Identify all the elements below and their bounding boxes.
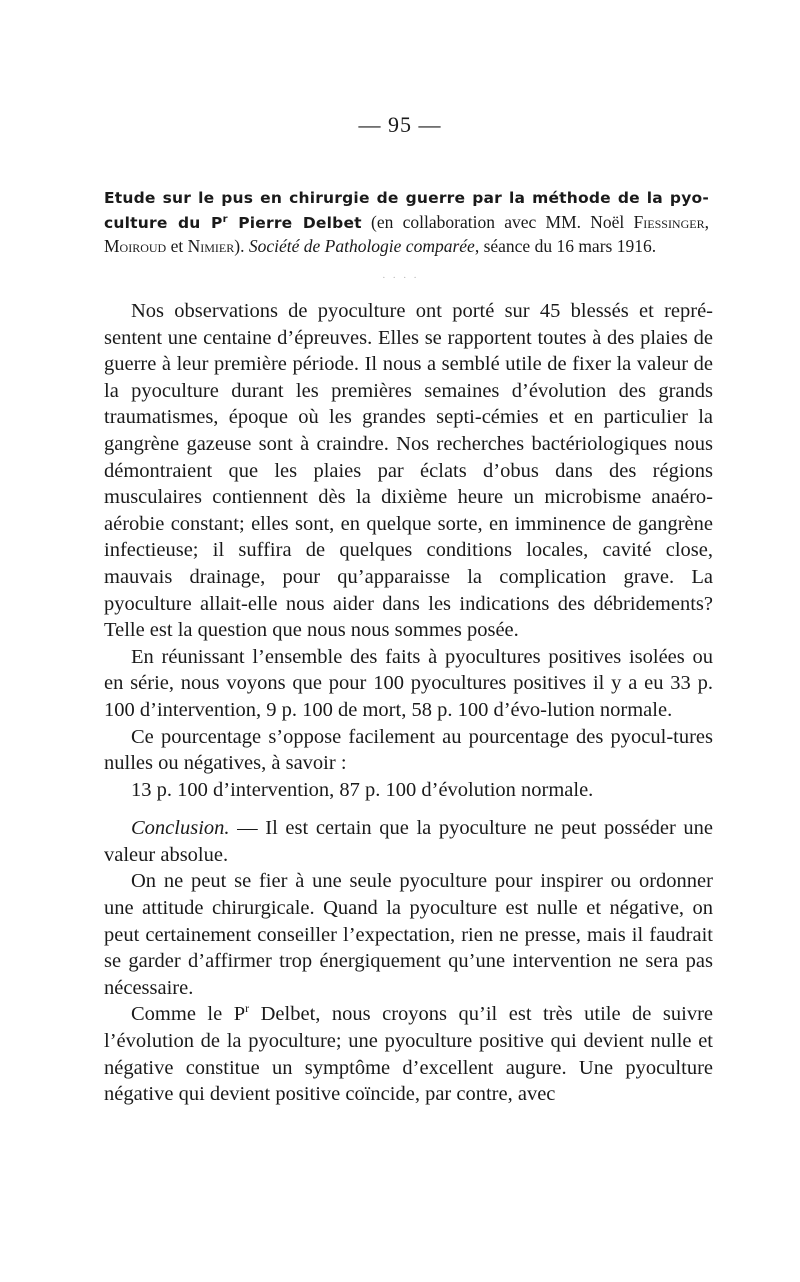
paragraph-attitude: On ne peut se fier à une seule pyoculture pour inspirer ou ordonner une attitude chirurgicale. Quand la pyoculture est nulle et négative, on peut certainement conseiller l’expectation, rien ne presse, mais il faudrait se garder d’affirmer trop énergiquement qu’une intervention ne sera pas nécessaire. [104,870,713,999]
paragraph-conclusion: Conclusion. — Il est certain que la pyoculture ne peut posséder une valeur absolue. [104,817,713,866]
paragraph-results: En réunissant l’ensemble des faits à pyocultures positives isolées ou en série, nous voyons que pour 100 pyocultures positives il y a eu 33 p. 100 d’intervention, 9 p. 100 de mort, 58 p. 100 d’évo-lution normale. [104,645,713,721]
paragraph-comparison: Ce pourcentage s’oppose facilement au pourcentage des pyocul-tures nulles ou négatives, à savoir : [104,725,713,775]
print-speckle: · · · · [382,272,419,284]
paragraph-percentages: 13 p. 100 d’intervention, 87 p. 100 d’évolution normale. [131,778,594,801]
society-name: Société de Pathologie comparée [248,236,475,256]
article-title: Etude sur le pus en chirurgie de guerre par la méthode de la pyo-culture du $P^r$ Pierre Delbet [104,189,709,232]
author-moiroud: Moiroud [104,236,167,256]
paragraph-evolution: Comme le $P^r$ Delbet, nous croyons qu’il est très utile de suivre l’évolution de la pyoculture; une pyoculture positive qui devient nulle et négative constitue un symptôme d’excellent augure. Une pyoculture négative qui devient positive coïncide, par contre, avec [104,1001,714,1106]
page-number: — 95 — [358,112,442,137]
session-date: , séance du 16 mars 1916. [474,236,657,256]
collaboration-text: (en collaboration avec MM. Noël [361,211,634,232]
bibliography-entry: Etude sur le pus en chirurgie de guerre par la méthode de la pyo-culture du $P^r$ Pierre Delbet (en collaboration avec MM. Noël Fiessinger, Moiroud et Nimier). Société de Pathologie comparée, séance du 16 mars 1916. [104,189,709,256]
author-fiessinger: Fiessinger [633,211,705,232]
paragraph-observations: Nos observations de pyoculture ont porté sur 45 blessés et repré-sentent une centaine d’épreuves. Elles se rapportent toutes à des plaies de guerre à leur première période. Il nous a semblé utile de fixer la valeur de la pyoculture durant les premières semaines d’évolution des grands traumatismes, époque où les grandes septi-cémies et en particulier la gangrène gazeuse sont à craindre. Nos recherches bactériologiques nous démontraient que les plaies par éclats d’obus dans des régions musculaires contiennent dès la dixième heure un microbisme anaéro-aérobie constant; elles sont, en quelque sorte, en imminence de gangrène infectieuse; il suffira de quelques conditions locales, cavité close, mauvais drainage, pour qu’apparaisse la complication grave. La pyoculture allait-elle nous aider dans les indications des débridements? Telle est la question que nous nous sommes posée. [104,300,713,642]
conclusion-label: Conclusion. [131,817,230,840]
author-nimier: Nimier [187,236,235,256]
body-text [104,298,713,1108]
